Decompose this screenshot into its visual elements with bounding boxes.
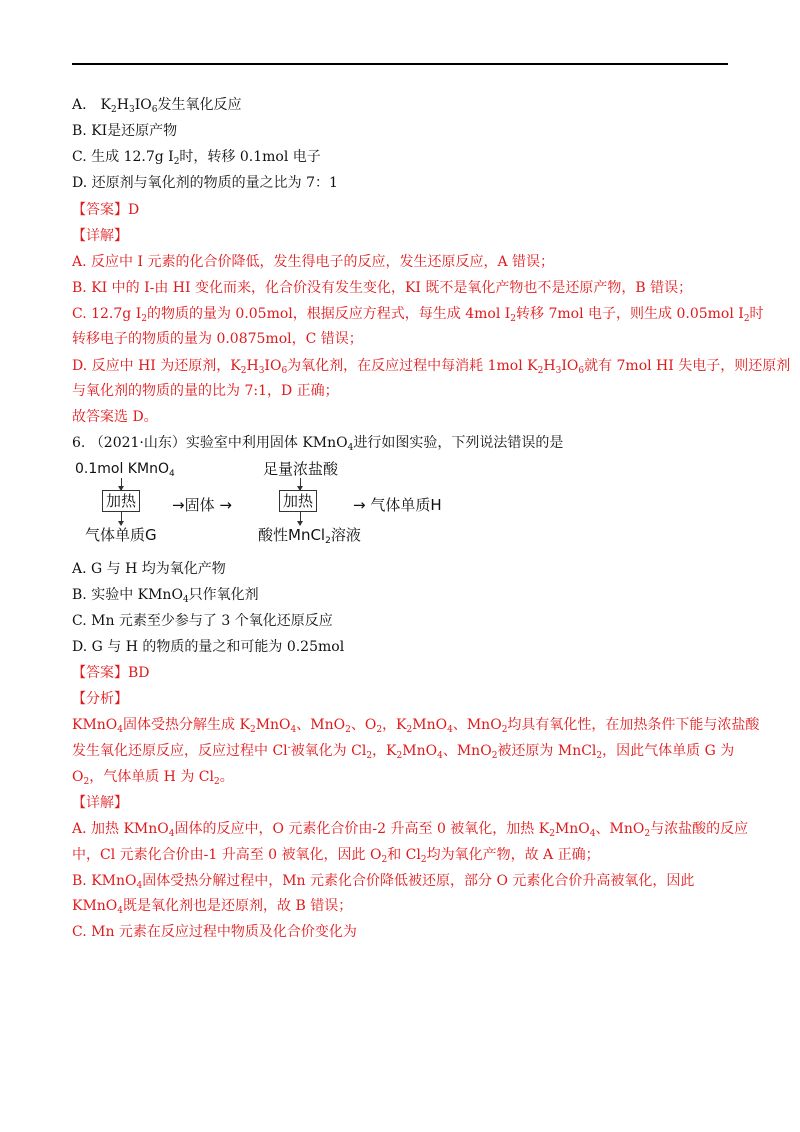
q6-analysis-line2: 发生氧化还原反应，反应过程中 Cl-被氧化为 $Cl_2$，$K_2MnO_4$、MnO$_2$被还原为 MnCl$_2$，因此气体单质 G 为	[72, 743, 735, 761]
q5-option-b: B. KI是还原产物	[72, 123, 178, 139]
q6-option-d: D. G 与 H 的物质的量之和可能为 0.25mol	[72, 639, 345, 655]
diagram-solution: 酸性MnCl$_2$溶液	[258, 526, 361, 546]
top-rule	[72, 63, 728, 65]
q6-analysis-heading: 【分析】	[72, 691, 128, 707]
q5-detail-d-line1: D. 反应中 HI 为还原剂，$K_2H_3IO_6$为氧化剂，在反应过程中每消耗 1mol $K_2H_3IO_6$就有 7mol HI 失电子，则还原剂	[72, 358, 791, 376]
q5-answer: 【答案】D	[72, 202, 140, 218]
q6-detail-a-line1: A. 加热 KMnO$_4$固体的反应中，O 元素化合价由-2 升高至 0 被氧化，加热 $K_2MnO_4$、MnO$_2$与浓盐酸的反应	[72, 821, 749, 839]
q6-detail-a-line2: 中，Cl 元素化合价由-1 升高至 0 被氧化，因此 $O_2$和 $Cl_2$均为氧化产物，故 A 正确；	[72, 847, 600, 865]
diagram-reagent: 足量浓盐酸	[263, 460, 339, 478]
q5-option-a: A. $K_2H_3IO_6$发生氧化反应	[72, 97, 242, 115]
diagram-solid-arrow: →固体 →	[172, 496, 232, 514]
q6-detail-heading: 【详解】	[72, 795, 128, 811]
q5-option-d: D. 还原剂与氧化剂的物质的量之比为 7：1	[72, 175, 338, 191]
q6-stem: 6. （2021·山东）实验室中利用固体 KMnO$_4$进行如图实验，下列说法错误的是	[72, 435, 564, 453]
q5-detail-b: B. KI 中的 I-由 HI 变化而来，化合价没有发生变化，KI 既不是氧化产物也不是还原产物，B 错误；	[72, 280, 693, 296]
q5-detail-d-line2: 与氧化剂的物质的量的比为 7:1，D 正确；	[72, 383, 339, 399]
q6-answer: 【答案】BD	[72, 665, 150, 681]
arrow-down-icon	[300, 512, 301, 525]
arrow-down-icon	[300, 478, 301, 490]
q6-option-b: B. 实验中 KMnO$_4$只作氧化剂	[72, 587, 259, 605]
q6-detail-c-line1: C. Mn 元素在反应过程中物质及化合价变化为	[72, 924, 357, 940]
arrow-down-icon	[121, 512, 122, 525]
q5-detail-heading: 【详解】	[72, 228, 128, 244]
diagram-gas-g: 气体单质G	[85, 526, 157, 544]
q6-option-a: A. G 与 H 均为氧化产物	[72, 561, 226, 577]
q6-analysis-line3: $O_2$，气体单质 H 为 $Cl_2$。	[72, 769, 234, 787]
diagram-heat-box-2: 加热	[279, 490, 317, 512]
diagram-heat-box-1: 加热	[102, 490, 140, 512]
q5-option-c: C. 生成 12.7g $I_2$时，转移 0.1mol 电子	[72, 149, 321, 167]
diagram-gas-h: → 气体单质H	[353, 496, 442, 514]
q5-conclusion: 故答案选 D。	[72, 409, 158, 425]
q6-option-c: C. Mn 元素至少参与了 3 个氧化还原反应	[72, 613, 333, 629]
q6-detail-b-line1: B. KMnO$_4$固体受热分解过程中，Mn 元素化合价降低被还原，部分 O 元素化合价升高被氧化，因此	[72, 873, 695, 891]
q5-detail-a: A. 反应中 I 元素的化合价降低，发生得电子的反应，发生还原反应，A 错误；	[72, 254, 555, 270]
q5-detail-c-line2: 转移电子的物质的量为 0.0875mol，C 错误；	[72, 331, 363, 347]
q6-analysis-line1: KMnO$_4$固体受热分解生成 $K_2MnO_4$、MnO$_2$、$O_2$，$K_2MnO_4$、MnO$_2$均具有氧化性，在加热条件下能与浓盐酸	[72, 717, 760, 735]
q6-detail-b-line2: KMnO$_4$既是氧化剂也是还原剂，故 B 错误；	[72, 898, 353, 916]
diagram-start-label: 0.1mol KMnO$_4$	[75, 461, 175, 479]
q5-detail-c-line1: C. 12.7g $I_2$的物质的量为 0.05mol，根据反应方程式，每生成 4mol $I_2$转移 7mol 电子，则生成 0.05mol $I_2$时	[72, 306, 764, 324]
arrow-down-icon	[121, 478, 122, 490]
